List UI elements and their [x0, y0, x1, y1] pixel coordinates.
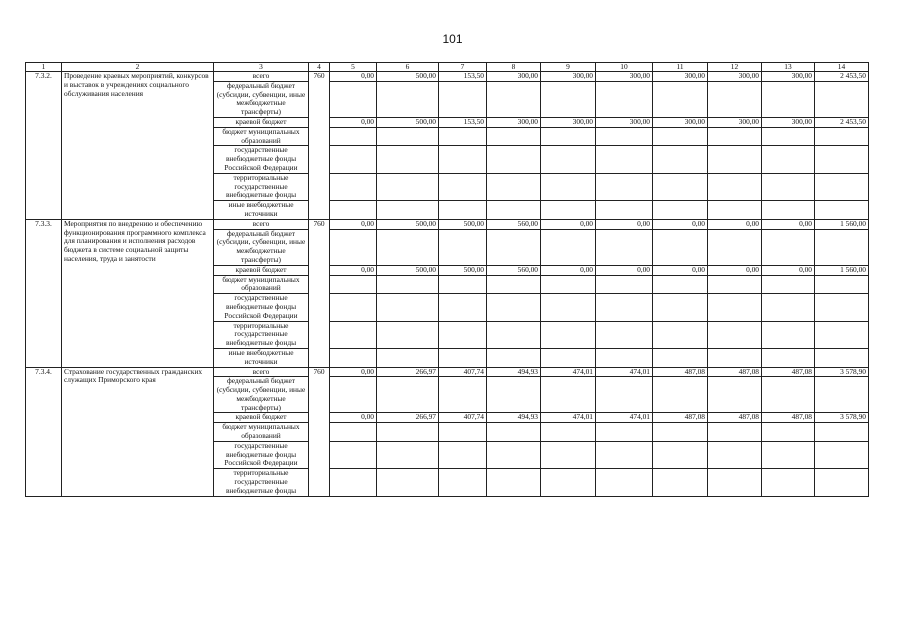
year-value-cell	[439, 275, 487, 294]
year-value-cell	[708, 348, 762, 367]
year-value-cell	[708, 423, 762, 442]
column-number: 11	[653, 63, 708, 72]
year-value-cell	[439, 348, 487, 367]
year-value-cell: 153,50	[439, 72, 487, 82]
year-value-cell	[762, 423, 815, 442]
column-number: 1	[26, 63, 62, 72]
year-value-cell	[439, 229, 487, 265]
funding-source: федеральный бюджет (субсидии, субвенции, иные межбюджетные трансферты)	[214, 81, 309, 117]
year-value-cell	[377, 146, 439, 173]
year-value-cell	[487, 229, 541, 265]
year-value-cell	[377, 173, 439, 200]
year-value-cell	[439, 146, 487, 173]
year-value-cell	[762, 173, 815, 200]
column-number: 4	[309, 63, 330, 72]
year-value-cell	[439, 294, 487, 321]
year-value-cell	[330, 146, 377, 173]
year-value-cell: 474,01	[596, 413, 653, 423]
year-value-cell: 500,00	[377, 219, 439, 229]
year-value-cell: 0,00	[541, 219, 596, 229]
year-value-cell	[330, 81, 377, 117]
year-value-cell	[330, 469, 377, 496]
year-value-cell	[330, 423, 377, 442]
year-value-cell	[653, 469, 708, 496]
funding-source: краевой бюджет	[214, 265, 309, 275]
year-value-cell	[762, 201, 815, 220]
year-value-cell: 300,00	[653, 117, 708, 127]
column-number: 3	[214, 63, 309, 72]
year-value-cell	[487, 321, 541, 348]
year-value-cell	[330, 441, 377, 468]
year-value-cell	[596, 275, 653, 294]
total-value-cell	[815, 173, 869, 200]
year-value-cell	[653, 201, 708, 220]
year-value-cell: 266,97	[377, 413, 439, 423]
year-value-cell	[708, 294, 762, 321]
year-value-cell	[541, 377, 596, 413]
year-value-cell	[653, 294, 708, 321]
total-value-cell	[815, 201, 869, 220]
year-value-cell: 0,00	[653, 219, 708, 229]
year-value-cell	[487, 469, 541, 496]
year-value-cell: 487,08	[708, 367, 762, 377]
year-value-cell	[377, 423, 439, 442]
year-value-cell: 0,00	[708, 219, 762, 229]
funding-source: территориальные государственные внебюджетные фонды	[214, 321, 309, 348]
year-value-cell: 0,00	[330, 413, 377, 423]
funding-source: иные внебюджетные источники	[214, 348, 309, 367]
year-value-cell	[377, 127, 439, 146]
year-value-cell: 407,74	[439, 367, 487, 377]
year-value-cell: 300,00	[541, 72, 596, 82]
year-value-cell: 153,50	[439, 117, 487, 127]
column-number: 2	[62, 63, 214, 72]
year-value-cell: 494,93	[487, 413, 541, 423]
year-value-cell: 560,00	[487, 265, 541, 275]
year-value-cell	[541, 423, 596, 442]
year-value-cell	[541, 127, 596, 146]
year-value-cell	[708, 377, 762, 413]
year-value-cell	[653, 127, 708, 146]
year-value-cell	[653, 81, 708, 117]
year-value-cell	[487, 275, 541, 294]
column-number: 14	[815, 63, 869, 72]
year-value-cell	[762, 348, 815, 367]
year-value-cell	[708, 469, 762, 496]
year-value-cell	[762, 321, 815, 348]
year-value-cell: 0,00	[330, 72, 377, 82]
year-value-cell	[708, 201, 762, 220]
year-value-cell	[762, 377, 815, 413]
year-value-cell	[762, 275, 815, 294]
year-value-cell	[439, 201, 487, 220]
year-value-cell: 300,00	[596, 117, 653, 127]
funding-source: всего	[214, 72, 309, 82]
year-value-cell	[708, 441, 762, 468]
year-value-cell	[487, 441, 541, 468]
year-value-cell	[596, 348, 653, 367]
column-number: 7	[439, 63, 487, 72]
year-value-cell: 0,00	[596, 219, 653, 229]
year-value-cell	[762, 146, 815, 173]
year-value-cell: 560,00	[487, 219, 541, 229]
year-value-cell	[596, 321, 653, 348]
year-value-cell	[596, 469, 653, 496]
year-value-cell: 487,08	[708, 413, 762, 423]
total-value-cell: 1 560,00	[815, 219, 869, 229]
year-value-cell	[596, 441, 653, 468]
funding-source: федеральный бюджет (субсидии, субвенции, иные межбюджетные трансферты)	[214, 229, 309, 265]
year-value-cell	[708, 275, 762, 294]
total-value-cell: 2 453,50	[815, 72, 869, 82]
year-value-cell	[439, 423, 487, 442]
year-value-cell: 487,08	[653, 413, 708, 423]
total-value-cell	[815, 146, 869, 173]
year-value-cell: 300,00	[596, 72, 653, 82]
funding-source: всего	[214, 219, 309, 229]
year-value-cell	[596, 377, 653, 413]
funding-source: территориальные государственные внебюджетные фонды	[214, 173, 309, 200]
year-value-cell	[487, 146, 541, 173]
year-value-cell	[708, 127, 762, 146]
year-value-cell	[762, 469, 815, 496]
year-value-cell	[596, 201, 653, 220]
year-value-cell	[708, 81, 762, 117]
total-value-cell	[815, 469, 869, 496]
year-value-cell: 0,00	[762, 265, 815, 275]
year-value-cell: 300,00	[708, 117, 762, 127]
column-number: 8	[487, 63, 541, 72]
year-value-cell	[377, 81, 439, 117]
year-value-cell: 0,00	[330, 219, 377, 229]
year-value-cell	[708, 173, 762, 200]
total-value-cell	[815, 275, 869, 294]
year-value-cell	[653, 146, 708, 173]
year-value-cell	[541, 146, 596, 173]
funding-source: иные внебюджетные источники	[214, 201, 309, 220]
year-value-cell: 300,00	[762, 117, 815, 127]
year-value-cell	[439, 441, 487, 468]
funding-source: бюджет муниципальных образований	[214, 423, 309, 442]
year-value-cell: 494,93	[487, 367, 541, 377]
year-value-cell: 487,08	[762, 413, 815, 423]
year-value-cell	[377, 201, 439, 220]
year-value-cell	[439, 173, 487, 200]
year-value-cell	[762, 229, 815, 265]
year-value-cell	[708, 321, 762, 348]
total-value-cell: 3 578,90	[815, 413, 869, 423]
year-value-cell: 300,00	[541, 117, 596, 127]
year-value-cell	[487, 173, 541, 200]
year-value-cell	[330, 348, 377, 367]
year-value-cell: 0,00	[541, 265, 596, 275]
year-value-cell	[377, 469, 439, 496]
year-value-cell: 0,00	[330, 367, 377, 377]
year-value-cell	[439, 377, 487, 413]
year-value-cell	[653, 348, 708, 367]
year-value-cell	[330, 229, 377, 265]
year-value-cell	[330, 127, 377, 146]
column-number: 6	[377, 63, 439, 72]
year-value-cell: 474,01	[596, 367, 653, 377]
year-value-cell: 300,00	[653, 72, 708, 82]
funding-source: государственные внебюджетные фонды Российской Федерации	[214, 146, 309, 173]
year-value-cell	[439, 469, 487, 496]
column-number: 9	[541, 63, 596, 72]
year-value-cell: 300,00	[487, 72, 541, 82]
item-number: 7.3.2.	[26, 72, 62, 220]
year-value-cell	[330, 377, 377, 413]
total-value-cell	[815, 127, 869, 146]
total-value-cell	[815, 81, 869, 117]
year-value-cell: 0,00	[708, 265, 762, 275]
table-row	[26, 367, 869, 377]
year-value-cell: 474,01	[541, 413, 596, 423]
year-value-cell	[377, 229, 439, 265]
year-value-cell: 500,00	[439, 265, 487, 275]
funding-source: краевой бюджет	[214, 117, 309, 127]
funding-source: государственные внебюджетные фонды Российской Федерации	[214, 441, 309, 468]
year-value-cell	[653, 275, 708, 294]
year-value-cell: 0,00	[330, 265, 377, 275]
year-value-cell	[708, 229, 762, 265]
year-value-cell	[653, 173, 708, 200]
year-value-cell	[377, 377, 439, 413]
year-value-cell	[653, 377, 708, 413]
year-value-cell	[541, 229, 596, 265]
year-value-cell	[596, 146, 653, 173]
total-value-cell	[815, 321, 869, 348]
year-value-cell	[377, 348, 439, 367]
year-value-cell: 487,08	[762, 367, 815, 377]
year-value-cell: 300,00	[487, 117, 541, 127]
year-value-cell	[541, 441, 596, 468]
year-value-cell: 474,01	[541, 367, 596, 377]
year-value-cell	[596, 423, 653, 442]
year-value-cell	[439, 321, 487, 348]
funding-source: всего	[214, 367, 309, 377]
year-value-cell	[653, 441, 708, 468]
total-value-cell	[815, 348, 869, 367]
year-value-cell: 487,08	[653, 367, 708, 377]
year-value-cell	[487, 127, 541, 146]
year-value-cell	[487, 377, 541, 413]
header-row	[26, 63, 869, 72]
total-value-cell	[815, 229, 869, 265]
year-value-cell	[541, 294, 596, 321]
funding-source: территориальные государственные внебюджетные фонды	[214, 469, 309, 496]
year-value-cell: 300,00	[762, 72, 815, 82]
total-value-cell	[815, 423, 869, 442]
total-value-cell: 3 578,90	[815, 367, 869, 377]
year-value-cell	[541, 173, 596, 200]
column-number: 10	[596, 63, 653, 72]
year-value-cell: 407,74	[439, 413, 487, 423]
year-value-cell: 0,00	[762, 219, 815, 229]
year-value-cell	[377, 321, 439, 348]
year-value-cell	[653, 229, 708, 265]
year-value-cell	[377, 441, 439, 468]
funding-source: бюджет муниципальных образований	[214, 275, 309, 294]
table-body	[26, 72, 869, 497]
administrator-code: 760	[309, 219, 330, 367]
column-number: 5	[330, 63, 377, 72]
year-value-cell	[541, 348, 596, 367]
total-value-cell: 2 453,50	[815, 117, 869, 127]
year-value-cell	[762, 294, 815, 321]
year-value-cell	[377, 275, 439, 294]
year-value-cell	[541, 469, 596, 496]
year-value-cell	[377, 294, 439, 321]
budget-table	[25, 62, 869, 497]
column-number-header	[26, 63, 869, 72]
total-value-cell	[815, 377, 869, 413]
item-number: 7.3.3.	[26, 219, 62, 367]
year-value-cell	[762, 441, 815, 468]
year-value-cell	[541, 321, 596, 348]
year-value-cell	[330, 173, 377, 200]
year-value-cell: 500,00	[377, 265, 439, 275]
year-value-cell	[708, 146, 762, 173]
year-value-cell	[487, 348, 541, 367]
year-value-cell	[596, 173, 653, 200]
year-value-cell: 0,00	[596, 265, 653, 275]
funding-source: федеральный бюджет (субсидии, субвенции, иные межбюджетные трансферты)	[214, 377, 309, 413]
total-value-cell	[815, 441, 869, 468]
item-title: Мероприятия по внедрению и обеспечению функционирования программного комплекса для планирования и исполнения расходов бюджета в системе социальной защиты населения, труда и занятости	[62, 219, 214, 367]
year-value-cell: 500,00	[377, 72, 439, 82]
year-value-cell: 0,00	[653, 265, 708, 275]
item-title: Проведение краевых мероприятий, конкурсов и выставок в учреждениях социального обслуживания населения	[62, 72, 214, 220]
year-value-cell: 300,00	[708, 72, 762, 82]
year-value-cell	[541, 81, 596, 117]
total-value-cell	[815, 294, 869, 321]
total-value-cell: 1 560,00	[815, 265, 869, 275]
year-value-cell	[762, 127, 815, 146]
administrator-code: 760	[309, 72, 330, 220]
year-value-cell	[762, 81, 815, 117]
item-title: Страхование государственных гражданских служащих Приморского края	[62, 367, 214, 496]
year-value-cell	[653, 321, 708, 348]
year-value-cell	[596, 229, 653, 265]
year-value-cell	[330, 275, 377, 294]
year-value-cell	[330, 321, 377, 348]
year-value-cell	[439, 81, 487, 117]
year-value-cell: 500,00	[439, 219, 487, 229]
year-value-cell	[596, 127, 653, 146]
funding-source: краевой бюджет	[214, 413, 309, 423]
year-value-cell	[541, 275, 596, 294]
column-number: 12	[708, 63, 762, 72]
item-number: 7.3.4.	[26, 367, 62, 496]
year-value-cell	[439, 127, 487, 146]
table-row	[26, 72, 869, 82]
year-value-cell	[653, 423, 708, 442]
year-value-cell: 266,97	[377, 367, 439, 377]
year-value-cell	[596, 294, 653, 321]
page-number: 101	[442, 32, 463, 46]
administrator-code: 760	[309, 367, 330, 496]
year-value-cell	[487, 423, 541, 442]
year-value-cell	[596, 81, 653, 117]
column-number: 13	[762, 63, 815, 72]
year-value-cell	[330, 201, 377, 220]
year-value-cell: 0,00	[330, 117, 377, 127]
year-value-cell	[487, 294, 541, 321]
year-value-cell	[487, 81, 541, 117]
year-value-cell	[330, 294, 377, 321]
year-value-cell: 500,00	[377, 117, 439, 127]
table-row	[26, 219, 869, 229]
year-value-cell	[487, 201, 541, 220]
funding-source: государственные внебюджетные фонды Российской Федерации	[214, 294, 309, 321]
year-value-cell	[541, 201, 596, 220]
funding-source: бюджет муниципальных образований	[214, 127, 309, 146]
